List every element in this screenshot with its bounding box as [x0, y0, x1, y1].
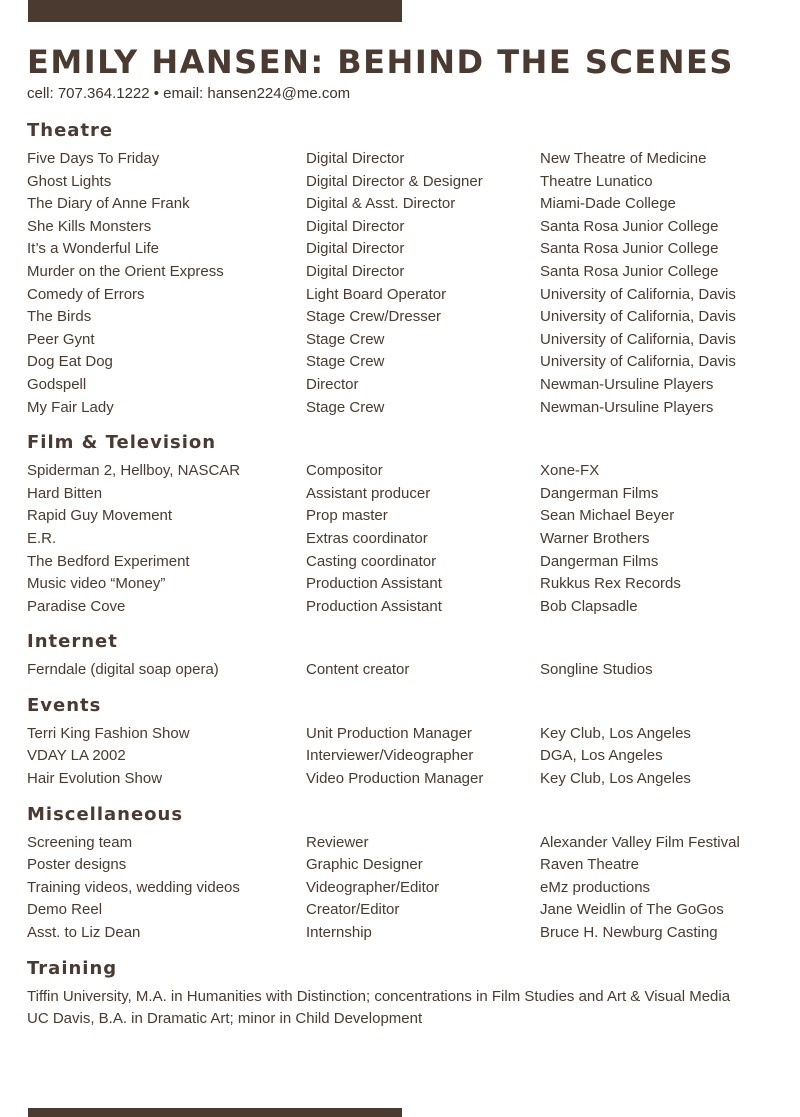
entry-organization: University of California, Davis: [540, 308, 736, 326]
entry-role: Prop master: [306, 507, 388, 525]
resume-page: [27, 44, 777, 1031]
training-section: [27, 958, 777, 1031]
entry-role: Casting coordinator: [306, 552, 437, 570]
entry-title: Asst. to Liz Dean: [27, 924, 141, 942]
entry-organization: Xone-FX: [540, 462, 600, 480]
entry-role: Digital Director: [306, 217, 405, 235]
entry-title: Poster designs: [27, 856, 127, 874]
entry-title: She Kills Monsters: [27, 217, 152, 235]
entry-title: Peer Gynt: [27, 330, 95, 348]
entry-title: E.R.: [27, 529, 57, 547]
bottom-accent-bar: [28, 1108, 402, 1117]
entry-organization: Sean Michael Beyer: [540, 507, 675, 525]
entry-title: Music video “Money”: [27, 575, 166, 593]
entry-role: Assistant producer: [306, 484, 431, 502]
section-title: Miscellaneous: [27, 803, 184, 825]
entry-row: [27, 171, 777, 194]
entry-role: Digital Director: [306, 240, 405, 258]
entry-row: [27, 238, 777, 261]
section-title-training: Training: [27, 957, 118, 979]
entry-row: [27, 148, 777, 171]
entry-organization: DGA, Los Angeles: [540, 747, 663, 765]
entry-role: Creator/Editor: [306, 901, 400, 919]
section-entries: [27, 723, 777, 791]
entry-row: [27, 193, 777, 216]
entry-title: Godspell: [27, 375, 87, 393]
section-title: Film & Television: [27, 432, 217, 454]
entry-organization: Rukkus Rex Records: [540, 575, 681, 593]
entry-organization: eMz productions: [540, 878, 651, 896]
entry-row: [27, 854, 777, 877]
entry-row: [27, 306, 777, 329]
section-title: Theatre: [27, 120, 114, 141]
entry-organization: Bruce H. Newburg Casting: [540, 924, 718, 942]
entry-role: Interviewer/Videographer: [306, 747, 474, 765]
entry-row: [27, 351, 777, 374]
entry-organization: Raven Theatre: [540, 856, 639, 874]
entry-organization: Warner Brothers: [540, 529, 650, 547]
entry-row: [27, 899, 777, 922]
entry-row: [27, 261, 777, 284]
entry-row: [27, 329, 777, 352]
entry-title: Ghost Lights: [27, 172, 112, 190]
entry-title: The Bedford Experiment: [27, 552, 190, 570]
entry-role: Videographer/Editor: [306, 878, 440, 896]
entry-organization: Santa Rosa Junior College: [540, 262, 719, 280]
entry-title: Demo Reel: [27, 901, 103, 919]
entry-row: [27, 460, 777, 483]
entry-organization: University of California, Davis: [540, 330, 736, 348]
entry-organization: Miami-Dade College: [540, 195, 676, 213]
entry-role: Extras coordinator: [306, 529, 428, 547]
entry-role: Internship: [306, 924, 372, 942]
section-entries: [27, 460, 777, 618]
entry-title: Rapid Guy Movement: [27, 507, 173, 525]
entry-title: VDAY LA 2002: [27, 747, 126, 765]
entry-organization: Dangerman Films: [540, 552, 659, 570]
entry-organization: Dangerman Films: [540, 484, 659, 502]
entry-row: [27, 505, 777, 528]
entry-role: Content creator: [306, 661, 410, 679]
entry-role: Digital Director: [306, 262, 405, 280]
resume-section: [27, 120, 777, 419]
entry-row: [27, 551, 777, 574]
entry-organization: Jane Weidlin of The GoGos: [540, 901, 724, 919]
entry-organization: Santa Rosa Junior College: [540, 240, 719, 258]
entry-title: Terri King Fashion Show: [27, 724, 190, 742]
entry-title: Murder on the Orient Express: [27, 262, 224, 280]
section-title: Events: [27, 694, 102, 716]
entry-role: Light Board Operator: [306, 285, 447, 303]
contact-info: cell: 707.364.1222 • email: hansen224@me.com: [27, 85, 351, 102]
resume-sections: [27, 120, 777, 945]
entry-role: Stage Crew/Dresser: [306, 308, 442, 326]
entry-title: Dog Eat Dog: [27, 353, 113, 371]
resume-section: [27, 631, 777, 682]
entry-row: [27, 723, 777, 746]
entry-role: Graphic Designer: [306, 856, 423, 874]
entry-role: Compositor: [306, 462, 383, 480]
entry-role: Digital Director & Designer: [306, 172, 483, 190]
entry-title: Spiderman 2, Hellboy, NASCAR: [27, 462, 241, 480]
entry-organization: Newman-Ursuline Players: [540, 398, 714, 416]
entry-role: Stage Crew: [306, 353, 385, 371]
resume-section: [27, 804, 777, 945]
entry-organization: Key Club, Los Angeles: [540, 770, 691, 788]
entry-organization: Bob Clapsadle: [540, 597, 638, 615]
entry-organization: Theatre Lunatico: [540, 172, 653, 190]
entry-row: [27, 397, 777, 420]
entry-title: It’s a Wonderful Life: [27, 240, 160, 258]
entry-title: Hard Bitten: [27, 484, 103, 502]
entry-role: Stage Crew: [306, 330, 385, 348]
entry-row: [27, 284, 777, 307]
entry-role: Digital Director: [306, 150, 405, 167]
entry-role: Reviewer: [306, 833, 369, 851]
entry-role: Video Production Manager: [306, 770, 484, 788]
entry-row: [27, 832, 777, 855]
entry-title: My Fair Lady: [27, 398, 114, 416]
entry-title: Paradise Cove: [27, 597, 126, 615]
entry-title: Screening team: [27, 833, 133, 851]
page-title: EMILY HANSEN: BEHIND THE SCENES: [27, 43, 734, 81]
entry-title: Ferndale (digital soap opera): [27, 661, 219, 679]
entry-organization: Newman-Ursuline Players: [540, 375, 714, 393]
entry-organization: Santa Rosa Junior College: [540, 217, 719, 235]
entry-row: [27, 877, 777, 900]
entry-organization: University of California, Davis: [540, 285, 736, 303]
entry-row: [27, 573, 777, 596]
entry-row: [27, 216, 777, 239]
section-entries: [27, 659, 777, 682]
entry-role: Unit Production Manager: [306, 724, 472, 742]
entry-title: Five Days To Friday: [27, 150, 160, 167]
entry-organization: University of California, Davis: [540, 353, 736, 371]
training-line: UC Davis, B.A. in Dramatic Art; minor in Child Development: [27, 1010, 423, 1028]
section-title: Internet: [27, 631, 118, 653]
entry-organization: New Theatre of Medicine: [540, 150, 707, 167]
resume-section: [27, 695, 777, 791]
entry-title: Hair Evolution Show: [27, 770, 163, 788]
entry-organization: Alexander Valley Film Festival: [540, 833, 740, 851]
entry-role: Production Assistant: [306, 597, 442, 615]
entry-row: [27, 528, 777, 551]
entry-role: Director: [306, 375, 359, 393]
resume-section: [27, 432, 777, 618]
entry-row: [27, 596, 777, 619]
entry-title: The Birds: [27, 308, 92, 326]
section-entries: [27, 148, 777, 419]
entry-row: [27, 483, 777, 506]
top-accent-bar: [28, 0, 402, 22]
training-line: Tiffin University, M.A. in Humanities with Distinction; concentrations in Film Studies and Art & Visual Media: [27, 987, 731, 1005]
entry-row: [27, 374, 777, 397]
section-entries: [27, 832, 777, 945]
entry-organization: Key Club, Los Angeles: [540, 724, 691, 742]
entry-row: [27, 659, 777, 682]
entry-title: Training videos, wedding videos: [27, 878, 240, 896]
entry-role: Production Assistant: [306, 575, 442, 593]
entry-row: [27, 745, 777, 768]
entry-role: Digital & Asst. Director: [306, 195, 456, 213]
entry-title: Comedy of Errors: [27, 285, 145, 303]
entry-row: [27, 768, 777, 791]
entry-row: [27, 922, 777, 945]
entry-role: Stage Crew: [306, 398, 385, 416]
entry-organization: Songline Studios: [540, 661, 653, 679]
entry-title: The Diary of Anne Frank: [27, 195, 190, 213]
